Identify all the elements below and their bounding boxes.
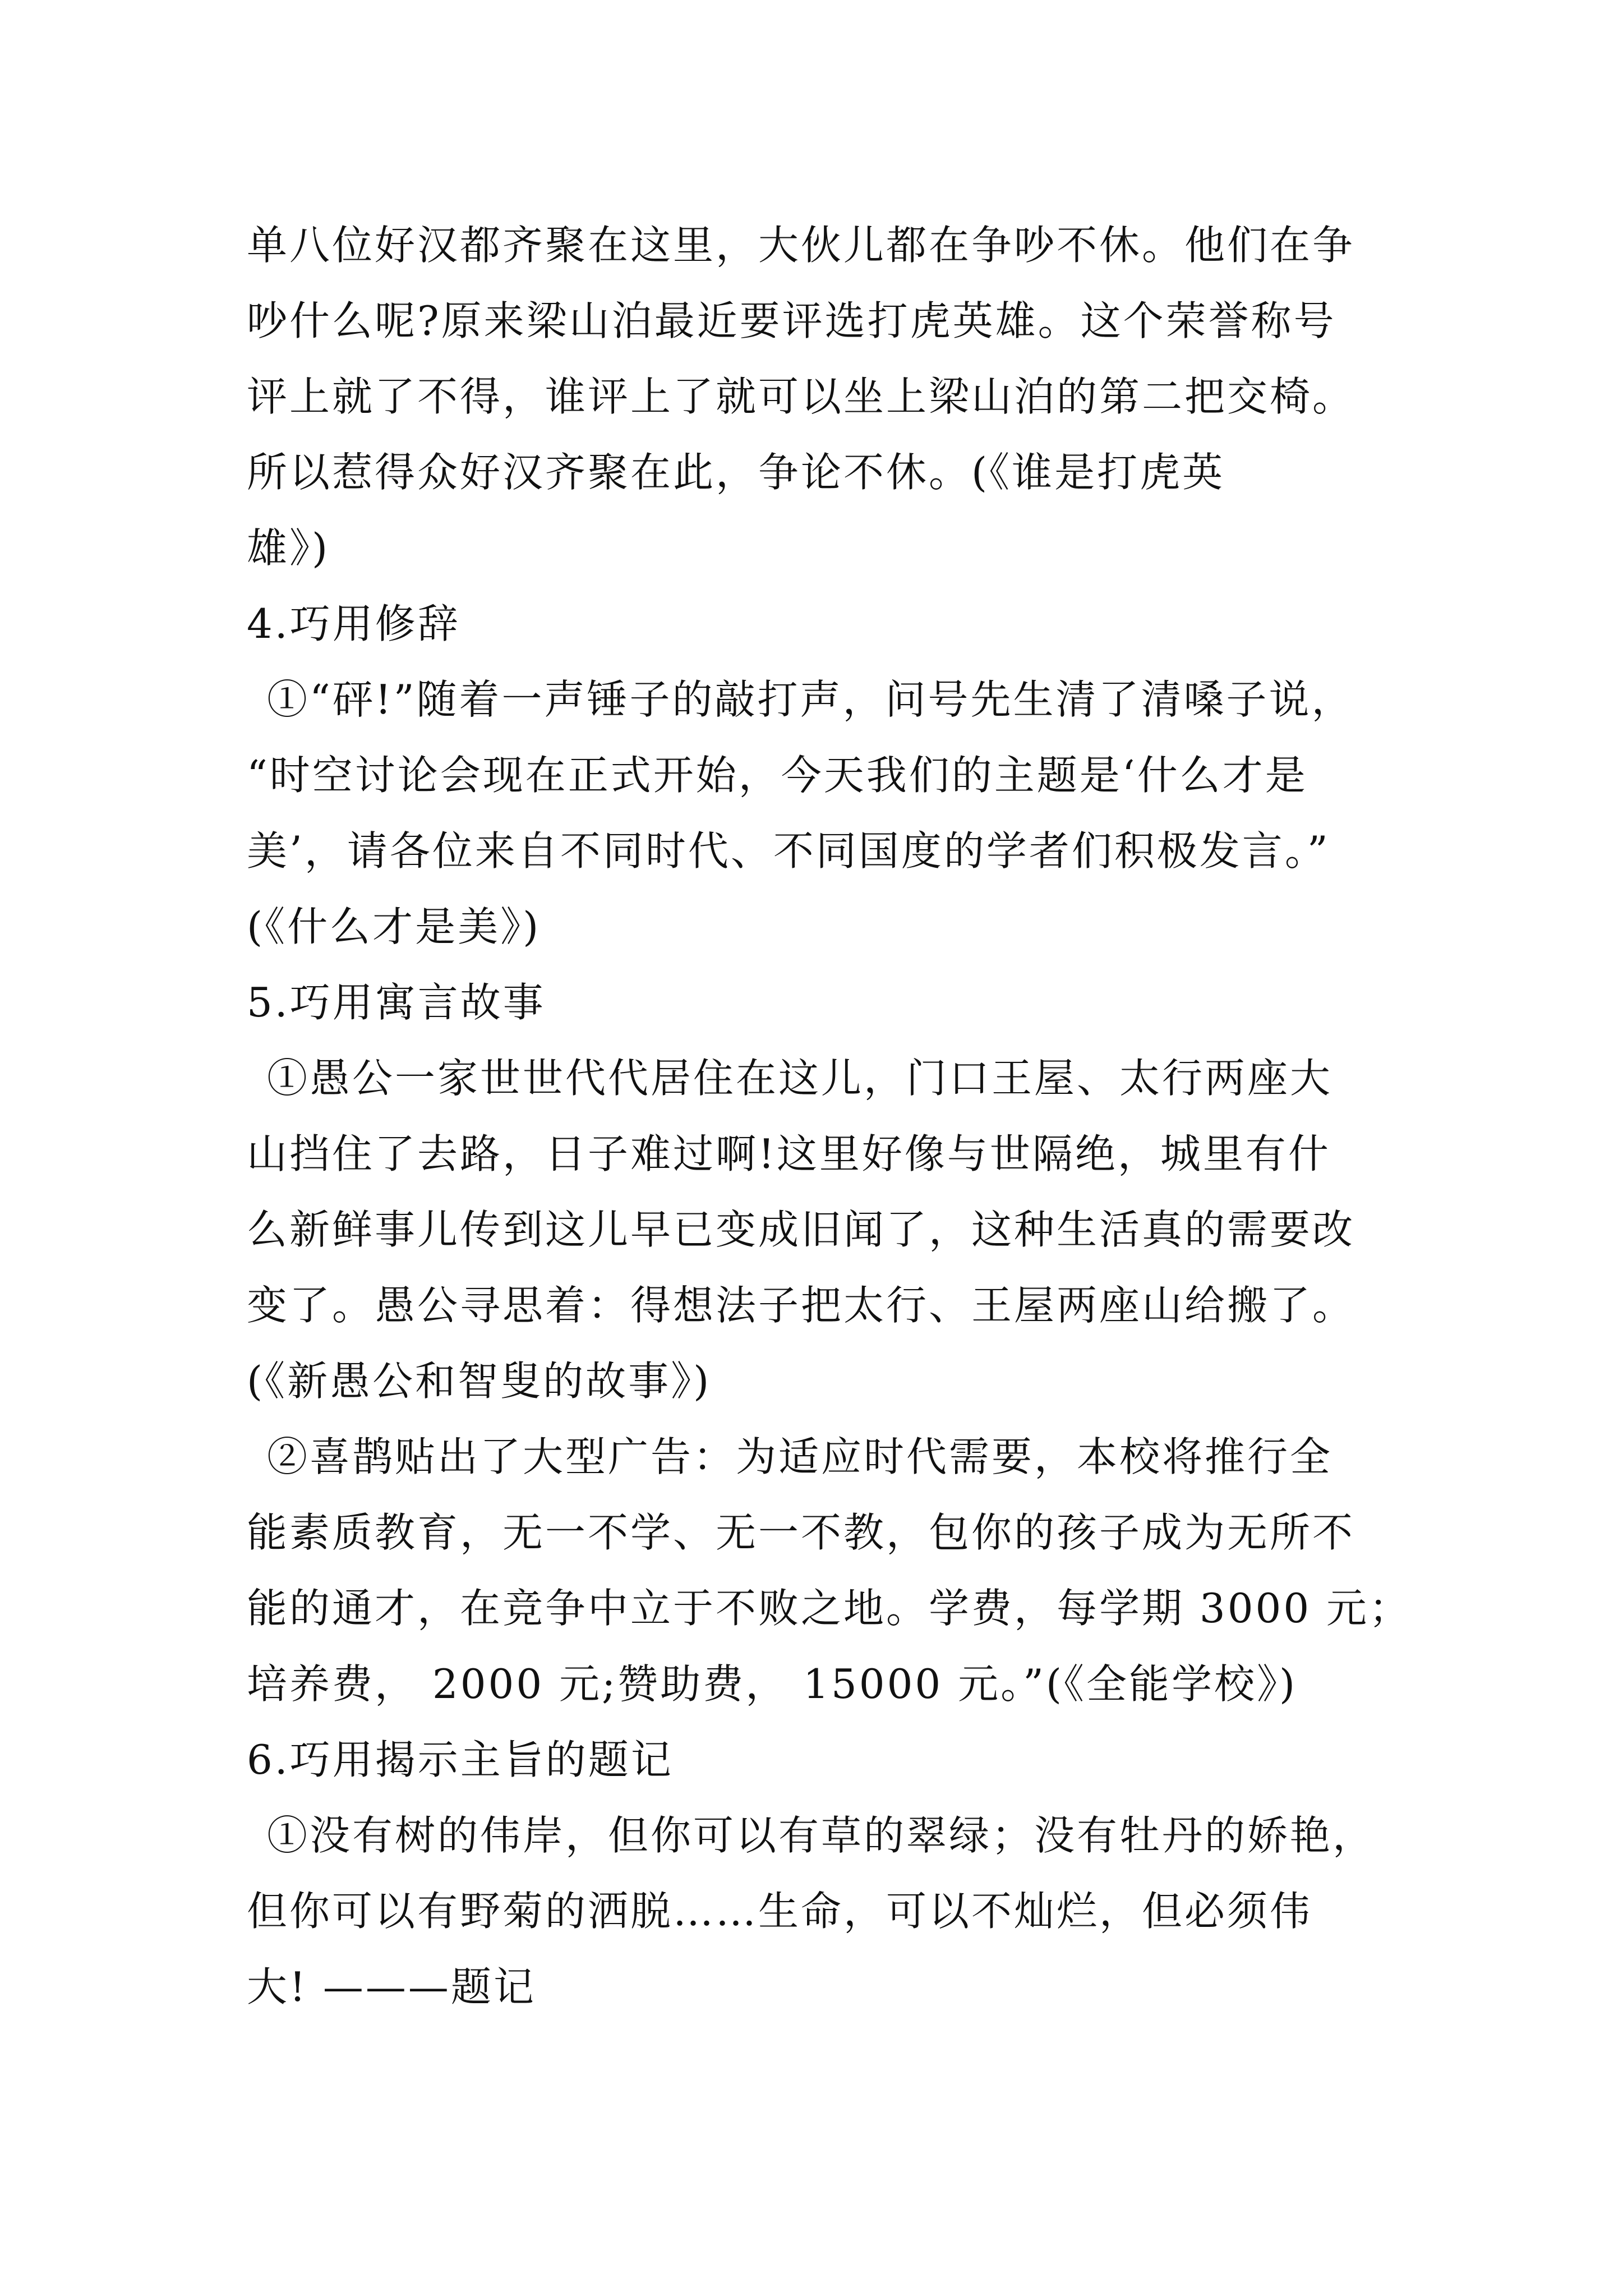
section-heading: 5.巧用寓言故事 — [247, 979, 546, 1026]
text-line: 能素质教育，无一不学、无一不教，包你的孩子成为无所不 — [247, 1509, 1355, 1556]
text-line: 吵什么呢?原来梁山泊最近要评选打虎英雄。这个荣誉称号 — [247, 297, 1336, 344]
text-line: 山挡住了去路，日子难过啊!这里好像与世隔绝，城里有什 — [247, 1130, 1331, 1177]
text-line: 评上就了不得，谁评上了就可以坐上梁山泊的第二把交椅。 — [247, 373, 1355, 420]
text-line: (《什么才是美》) — [247, 903, 541, 950]
text-line: ②喜鹊贴出了大型广告：为适应时代需要，本校将推行全 — [267, 1433, 1333, 1480]
text-line: (《新愚公和智叟的故事》) — [247, 1358, 712, 1405]
text-line: 美’，请各位来自不同时代、不同国度的学者们积极发言。” — [247, 827, 1330, 875]
text-line: 变了。愚公寻思着：得想法子把太行、王屋两座山给搬了。 — [247, 1282, 1355, 1329]
text-line: ①“砰!”随着一声锤子的敲打声，问号先生清了清嗓子说， — [267, 676, 1354, 723]
document-body — [247, 208, 1412, 2025]
text-line: 大! ———题记 — [247, 1963, 536, 2010]
section-heading: 4.巧用修辞 — [247, 600, 460, 647]
text-line: 能的通才，在竞争中立于不败之地。学费，每学期 3000 元； — [247, 1585, 1412, 1632]
text-line: 么新鲜事儿传到这儿早已变成旧闻了，这种生活真的需要改 — [247, 1206, 1355, 1253]
section-heading: 6.巧用揭示主旨的题记 — [247, 1736, 674, 1783]
text-line: ①没有树的伟岸，但你可以有草的翠绿；没有牡丹的娇艳， — [267, 1812, 1376, 1859]
text-line: 雄》) — [247, 524, 330, 572]
text-line: ①愚公一家世世代代居住在这儿，门口王屋、太行两座大 — [267, 1055, 1333, 1102]
text-line: 但你可以有野菊的洒脱……生命，可以不灿烂，但必须伟 — [247, 1888, 1313, 1935]
text-line: 培养费， 2000 元;赞助费， 15000 元。”(《全能学校》) — [247, 1660, 1298, 1708]
text-line: 单八位好汉都齐聚在这里，大伙儿都在争吵不休。他们在争 — [247, 222, 1355, 269]
text-line: 所以惹得众好汉齐聚在此，争论不休。(《谁是打虎英 — [247, 449, 1225, 496]
text-line: “时空讨论会现在正式开始，今天我们的主题是‘什么才是 — [247, 752, 1308, 799]
